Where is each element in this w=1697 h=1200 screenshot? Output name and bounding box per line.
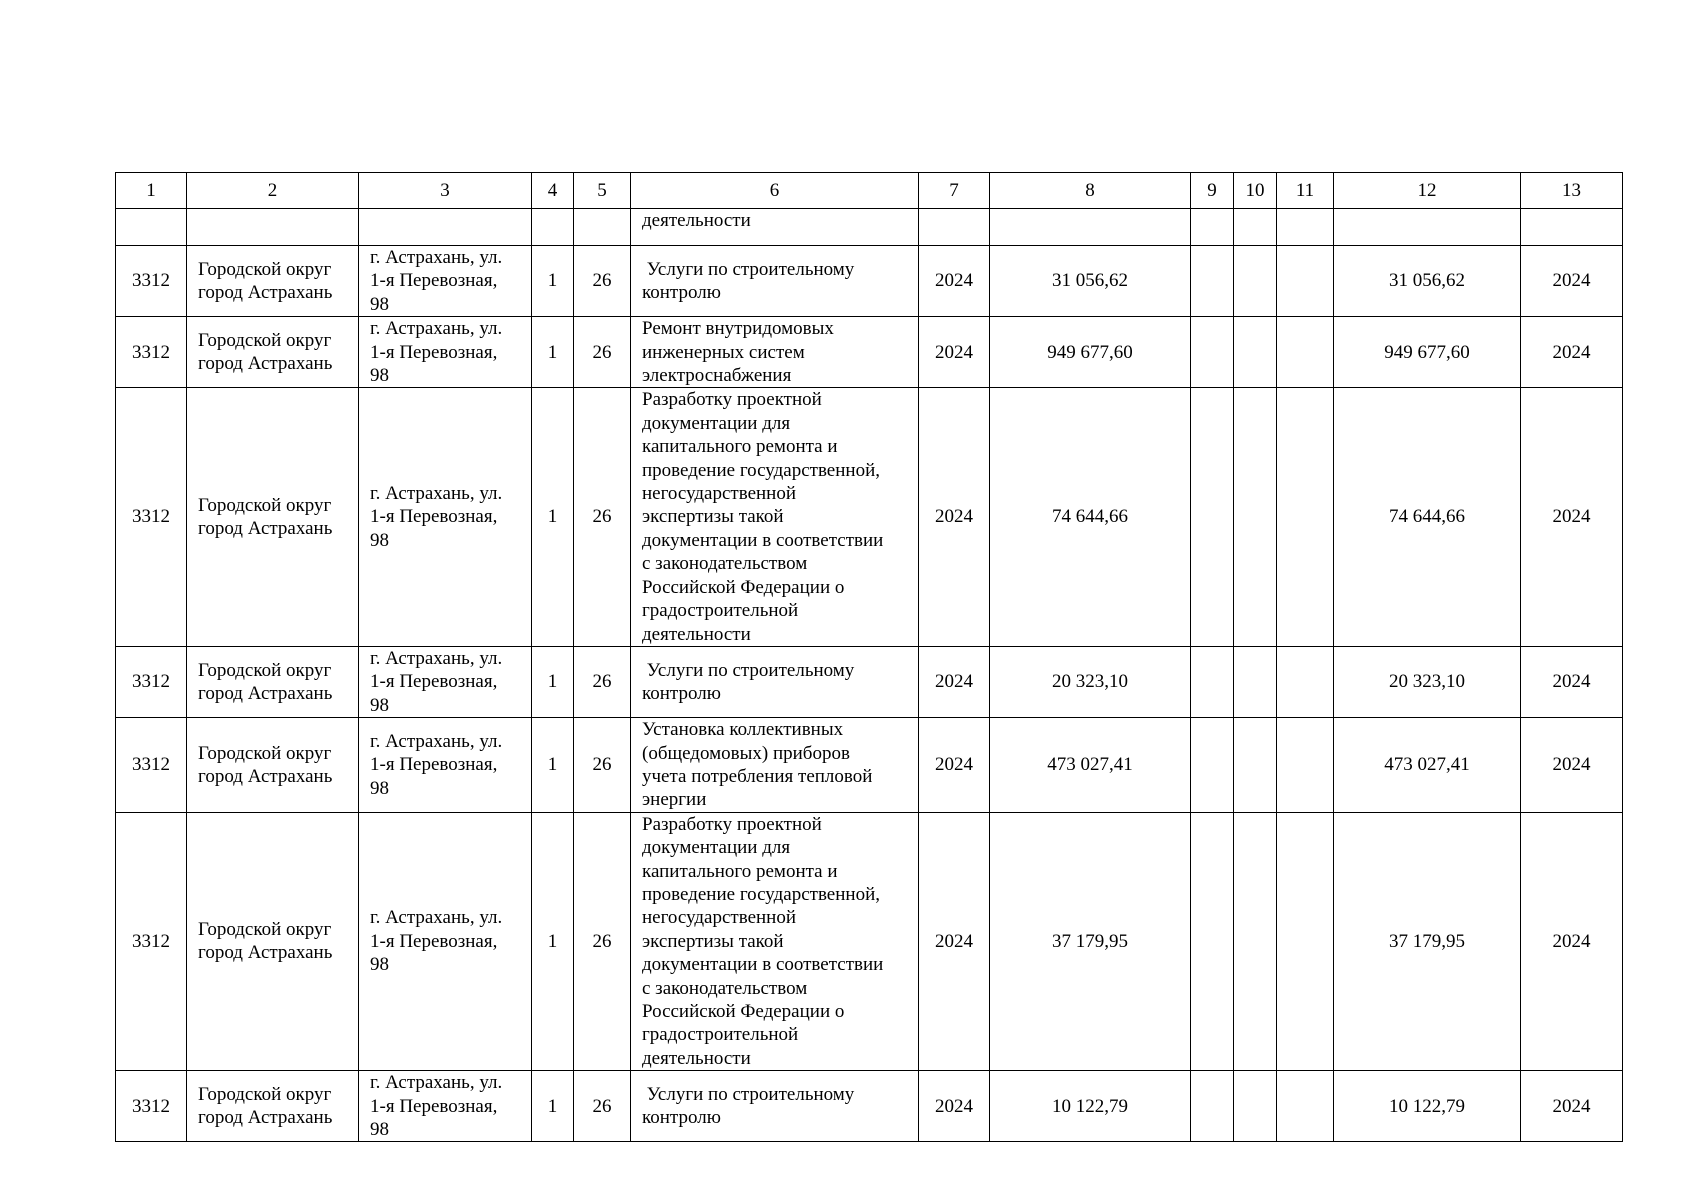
header-cell: 1 <box>116 173 187 209</box>
cell-work-type-line: экспертизы такой <box>642 930 784 952</box>
cell-cost: 473 027,41 <box>990 718 1191 813</box>
cell-work-type-line: Разработку проектной <box>642 813 822 835</box>
cell-address-line: 1-я Перевозная, <box>370 270 498 292</box>
cell-address-line: г. Астрахань, ул. <box>370 318 503 340</box>
cell-col9 <box>1191 388 1234 646</box>
table-row <box>116 317 1623 388</box>
cell-address-line: 1-я Перевозная, <box>370 341 498 363</box>
cell-municipality-line: Городской округ <box>198 659 332 681</box>
cell-work-type-line: с законодательством <box>642 553 808 575</box>
cell-municipality-line: город Астрахань <box>198 353 333 375</box>
cell-col10 <box>1234 812 1277 1070</box>
cell-year: 2024 <box>919 646 990 717</box>
cell-col5: 26 <box>574 646 631 717</box>
cell-municipality-line: Городской округ <box>198 742 332 764</box>
header-cell: 2 <box>187 173 359 209</box>
cell-municipality <box>187 246 359 317</box>
cell-work-type-line: энергии <box>642 789 707 811</box>
cell-col10 <box>1234 718 1277 813</box>
cell-col5: 26 <box>574 812 631 1070</box>
cell-year: 2024 <box>919 317 990 388</box>
cell-year: 2024 <box>919 1071 990 1142</box>
cell-work-type-line: Услуги по строительному <box>642 1083 855 1105</box>
header-cell: 11 <box>1277 173 1334 209</box>
cell-year: 2024 <box>919 718 990 813</box>
cell-col9 <box>1191 646 1234 717</box>
cell-address-line: г. Астрахань, ул. <box>370 730 503 752</box>
cell-work-type-line: контролю <box>642 683 721 705</box>
cell-cost: 74 644,66 <box>990 388 1191 646</box>
cell-work-type-line: капитального ремонта и <box>642 860 838 882</box>
cell-cost-total: 949 677,60 <box>1334 317 1521 388</box>
cell-municipality-line: Городской округ <box>198 919 332 941</box>
cell-year-end: 2024 <box>1521 388 1623 646</box>
cell-work-type-line: контролю <box>642 1107 721 1129</box>
cell-col9 <box>1191 317 1234 388</box>
cell-work-type-line: капитального ремонта и <box>642 436 838 458</box>
cell-address <box>359 388 532 646</box>
cell-col10 <box>1234 646 1277 717</box>
cell-cost: 10 122,79 <box>990 1071 1191 1142</box>
cell-col10 <box>1234 246 1277 317</box>
cell-work-type-line: инженерных систем <box>642 341 805 363</box>
cell-col9 <box>1191 1071 1234 1142</box>
cell-address <box>359 718 532 813</box>
cell-address-line: 98 <box>370 777 389 799</box>
cell-municipality-line: город Астрахань <box>198 518 333 540</box>
cell-municipality <box>187 812 359 1070</box>
cell-work-type-line: Услуги по строительному <box>642 659 855 681</box>
header-row <box>116 173 1623 209</box>
cell-work-type <box>631 1071 919 1142</box>
cell-work-type <box>631 317 919 388</box>
cell-address-line: г. Астрахань, ул. <box>370 1072 503 1094</box>
cell-address <box>359 646 532 717</box>
cell-work-type-line: Российской Федерации о <box>642 576 845 598</box>
cell-col11 <box>1277 388 1334 646</box>
cell-cost: 20 323,10 <box>990 646 1191 717</box>
cell-col1: 3312 <box>116 646 187 717</box>
cell-municipality-line: город Астрахань <box>198 1107 333 1129</box>
cell-work-type-line: контролю <box>642 282 721 304</box>
cell-col4: 1 <box>532 317 574 388</box>
cell-work-type-line: документации в соответствии <box>642 954 884 976</box>
cell-col11 <box>1277 812 1334 1070</box>
cell-col9 <box>1191 246 1234 317</box>
cell-col1: 3312 <box>116 317 187 388</box>
cell-col10 <box>1234 1071 1277 1142</box>
cell-municipality <box>187 718 359 813</box>
cell-work-type-line: Услуги по строительному <box>642 258 855 280</box>
cell-col5: 26 <box>574 1071 631 1142</box>
cell-col1: 3312 <box>116 812 187 1070</box>
cell-col5: 26 <box>574 317 631 388</box>
cell-col4: 1 <box>532 718 574 813</box>
cell-year-end: 2024 <box>1521 812 1623 1070</box>
cell-col1: 3312 <box>116 388 187 646</box>
cell-address-line: 98 <box>370 954 389 976</box>
cell-cost-total: 31 056,62 <box>1334 246 1521 317</box>
cell-municipality <box>187 1071 359 1142</box>
cell-work-type-line: с законодательством <box>642 977 808 999</box>
cell-year: 2024 <box>919 812 990 1070</box>
table-row <box>116 812 1623 1070</box>
cell-year: 2024 <box>919 246 990 317</box>
header-cell: 12 <box>1334 173 1521 209</box>
cell-address-line: 1-я Перевозная, <box>370 1095 498 1117</box>
cell-work-type-line: экспертизы такой <box>642 506 784 528</box>
header-cell: 5 <box>574 173 631 209</box>
cell-work-type-line: Установка коллективных <box>642 719 844 741</box>
cell-work-type-line: градостроительной <box>642 600 799 622</box>
cell-municipality-line: Городской округ <box>198 1083 332 1105</box>
cell-address-line: г. Астрахань, ул. <box>370 247 503 268</box>
cell-work-type-line: учета потребления тепловой <box>642 765 873 787</box>
cell-cost: 31 056,62 <box>990 246 1191 317</box>
table-row <box>116 646 1623 717</box>
cell-year: 2024 <box>919 388 990 646</box>
cell-year-end: 2024 <box>1521 646 1623 717</box>
cell-municipality-line: Городской округ <box>198 494 332 516</box>
cell-work-type-line: негосударственной <box>642 483 797 505</box>
cell-work-type-line: деятельности <box>642 623 751 645</box>
cell-cost-total: 20 323,10 <box>1334 646 1521 717</box>
cell-work-type-line: негосударственной <box>642 907 797 929</box>
cell-work-type-line: документации для <box>642 412 791 434</box>
cell-work-type-line: проведение государственной, <box>642 459 880 481</box>
table-row <box>116 718 1623 813</box>
cell-cost-total: 37 179,95 <box>1334 812 1521 1070</box>
table-row <box>116 246 1623 317</box>
cell-address <box>359 1071 532 1142</box>
table-row <box>116 388 1623 646</box>
cell-work-type-line: электроснабжения <box>642 365 792 387</box>
cell-cost: 949 677,60 <box>990 317 1191 388</box>
cell-col10 <box>1234 388 1277 646</box>
cell-col9 <box>1191 718 1234 813</box>
header-cell: 10 <box>1234 173 1277 209</box>
cell-address <box>359 246 532 317</box>
cell-cost: 37 179,95 <box>990 812 1191 1070</box>
continuation-row <box>116 209 1623 246</box>
cell-work-type <box>631 388 919 646</box>
header-cell: 9 <box>1191 173 1234 209</box>
cell-work-type-line: градостроительной <box>642 1024 799 1046</box>
cell-address-line: г. Астрахань, ул. <box>370 483 503 505</box>
cell-col5: 26 <box>574 388 631 646</box>
cell-address-line: г. Астрахань, ул. <box>370 647 503 669</box>
header-cell: 6 <box>631 173 919 209</box>
cell-cost-total: 10 122,79 <box>1334 1071 1521 1142</box>
cell-municipality-line: город Астрахань <box>198 765 333 787</box>
header-cell: 3 <box>359 173 532 209</box>
cell-municipality-line: город Астрахань <box>198 942 333 964</box>
continuation-text: деятельности <box>631 209 919 246</box>
cell-col11 <box>1277 1071 1334 1142</box>
cell-col4: 1 <box>532 1071 574 1142</box>
cell-address <box>359 812 532 1070</box>
cell-col11 <box>1277 646 1334 717</box>
cell-municipality <box>187 317 359 388</box>
cell-col4: 1 <box>532 646 574 717</box>
cell-work-type <box>631 646 919 717</box>
cell-work-type-line: деятельности <box>642 1047 751 1069</box>
cell-municipality-line: город Астрахань <box>198 683 333 705</box>
cell-col10 <box>1234 317 1277 388</box>
cell-municipality <box>187 646 359 717</box>
cell-address-line: 98 <box>370 365 389 387</box>
cell-work-type <box>631 246 919 317</box>
cell-cost-total: 74 644,66 <box>1334 388 1521 646</box>
cell-col9 <box>1191 812 1234 1070</box>
cell-work-type-line: документации в соответствии <box>642 529 884 551</box>
cell-col5: 26 <box>574 246 631 317</box>
cell-year-end: 2024 <box>1521 246 1623 317</box>
table-row <box>116 1071 1623 1142</box>
cell-col1: 3312 <box>116 1071 187 1142</box>
cell-cost-total: 473 027,41 <box>1334 718 1521 813</box>
works-table <box>115 172 1623 1142</box>
cell-address-line: 1-я Перевозная, <box>370 506 498 528</box>
cell-address-line: 1-я Перевозная, <box>370 930 498 952</box>
cell-year-end: 2024 <box>1521 317 1623 388</box>
cell-address <box>359 317 532 388</box>
cell-year-end: 2024 <box>1521 718 1623 813</box>
cell-municipality-line: город Астрахань <box>198 282 333 304</box>
cell-municipality <box>187 388 359 646</box>
cell-address-line: г. Астрахань, ул. <box>370 907 503 929</box>
header-cell: 13 <box>1521 173 1623 209</box>
cell-work-type <box>631 718 919 813</box>
cell-address-line: 98 <box>370 1119 389 1141</box>
cell-work-type-line: Российской Федерации о <box>642 1001 845 1022</box>
cell-col11 <box>1277 718 1334 813</box>
cell-work-type-line: (общедомовых) приборов <box>642 742 850 764</box>
cell-work-type-line: Разработку проектной <box>642 389 822 411</box>
cell-work-type-line: документации для <box>642 837 791 859</box>
header-cell: 4 <box>532 173 574 209</box>
cell-address-line: 1-я Перевозная, <box>370 671 498 693</box>
cell-col4: 1 <box>532 388 574 646</box>
cell-address-line: 98 <box>370 529 389 551</box>
cell-work-type-line: проведение государственной, <box>642 883 880 905</box>
cell-col5: 26 <box>574 718 631 813</box>
header-cell: 8 <box>990 173 1191 209</box>
cell-municipality-line: Городской округ <box>198 329 332 351</box>
cell-work-type <box>631 812 919 1070</box>
header-cell: 7 <box>919 173 990 209</box>
cell-address-line: 98 <box>370 694 389 716</box>
cell-address-line: 1-я Перевозная, <box>370 754 498 776</box>
cell-year-end: 2024 <box>1521 1071 1623 1142</box>
cell-work-type-line: Ремонт внутридомовых <box>642 318 834 340</box>
cell-col4: 1 <box>532 246 574 317</box>
cell-col11 <box>1277 317 1334 388</box>
cell-col1: 3312 <box>116 246 187 317</box>
cell-municipality-line: Городской округ <box>198 258 332 280</box>
cell-col1: 3312 <box>116 718 187 813</box>
cell-col4: 1 <box>532 812 574 1070</box>
cell-col11 <box>1277 246 1334 317</box>
cell-address-line: 98 <box>370 293 389 315</box>
